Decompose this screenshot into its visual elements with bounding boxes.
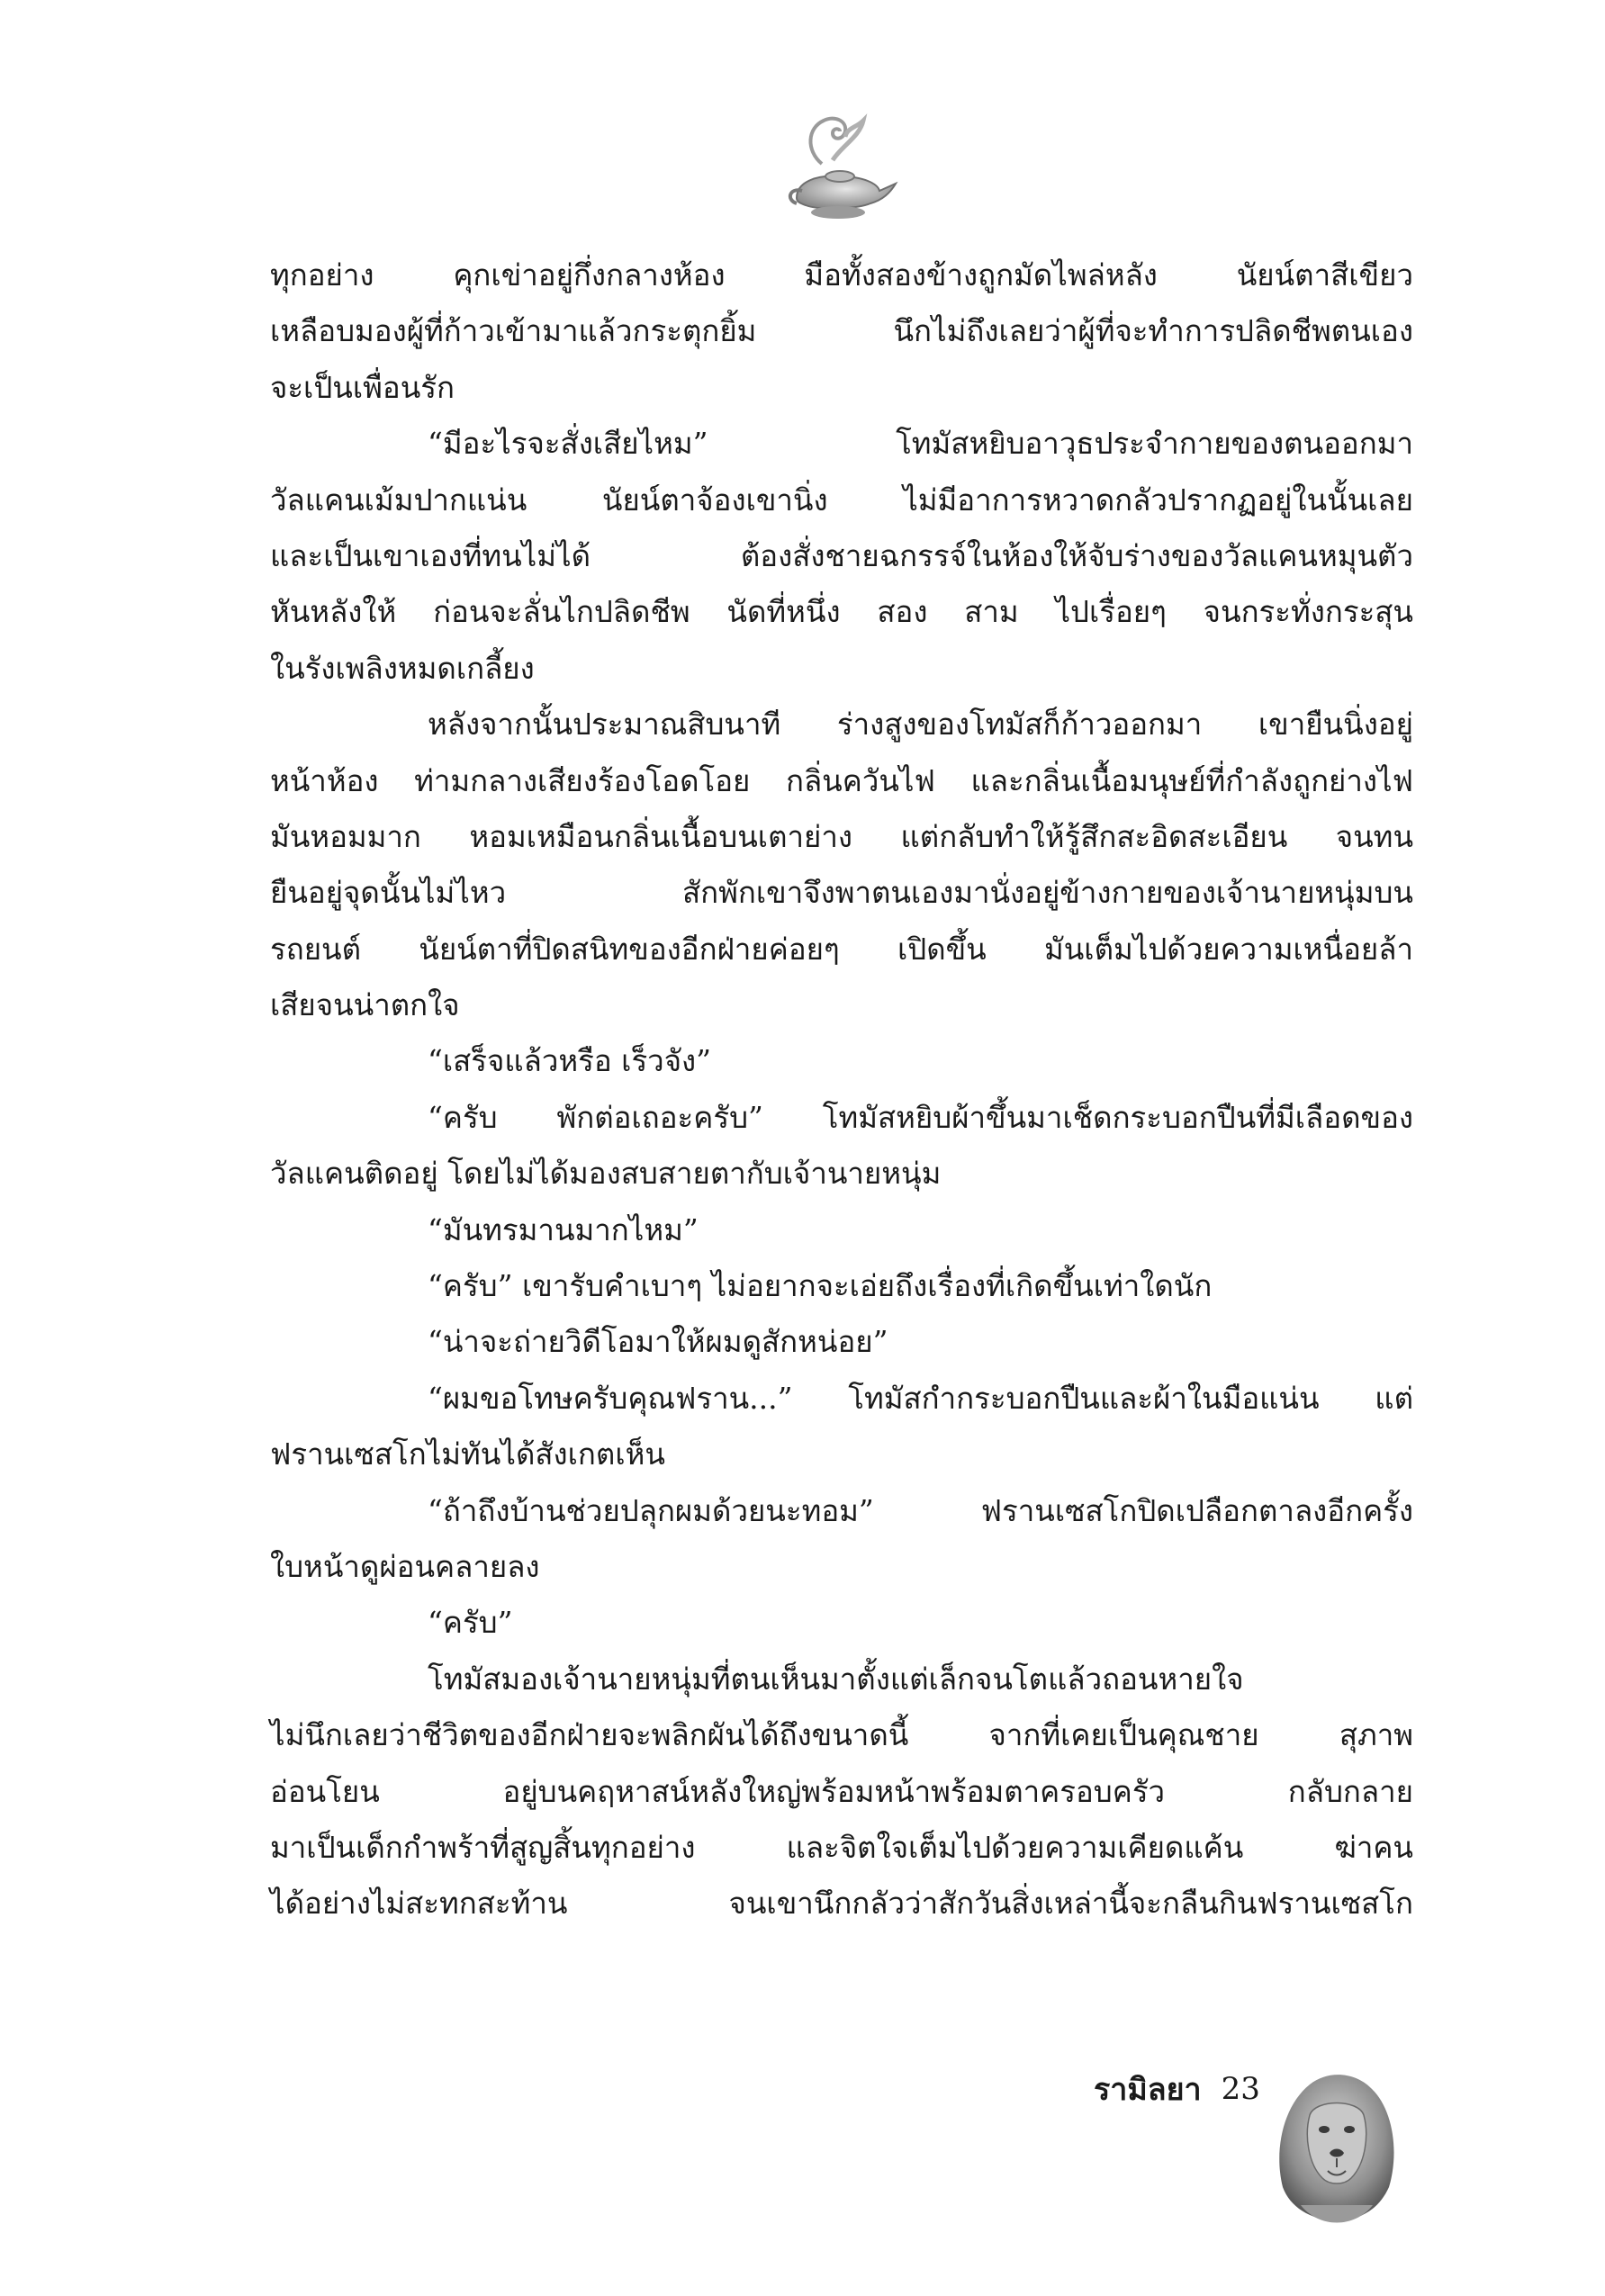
text-line: มาเป็นเด็กกำพร้าที่สูญสิ้นทุกอย่าง และจิตใจเต็มไปด้วยความเคียดแค้น ฆ่าคน	[270, 1829, 1413, 1865]
text-line: วัลแคนเม้มปากแน่น นัยน์ตาจ้องเขานิ่ง ไม่มีอาการหวาดกลัวปรากฏอยู่ในนั้นเลย	[270, 482, 1413, 518]
text-line: มันหอมมาก หอมเหมือนกลิ่นเนื้อบนเตาย่าง แต่กลับทำให้รู้สึกสะอิดสะเอียน จนทน	[270, 818, 1413, 854]
text-line: โทมัสมองเจ้านายหนุ่มที่ตนเห็นมาตั้งแต่เล็กจนโตแล้วถอนหายใจ	[428, 1661, 1244, 1697]
text-line: อ่อนโยน อยู่บนคฤหาสน์หลังใหญ่พร้อมหน้าพร้อมตาครอบครัว กลับกลาย	[270, 1773, 1413, 1809]
text-line: “ถ้าถึงบ้านช่วยปลุกผมด้วยนะทอม” ฟรานเซสโกปิดเปลือกตาลงอีกครั้ง	[428, 1492, 1413, 1528]
text-line: ฟรานเซสโกไม่ทันได้สังเกตเห็น	[270, 1436, 665, 1472]
text-line: “ครับ”	[428, 1605, 513, 1641]
text-line: เหลือบมองผู้ที่ก้าวเข้ามาแล้วกระตุกยิ้ม นึกไม่ถึงเลยว่าผู้ที่จะทำการปลิดชีพตนเอง	[270, 313, 1413, 349]
text-line: ใบหน้าดูผ่อนคลายลง	[270, 1548, 540, 1584]
text-line: ทุกอย่าง คุกเข่าอยู่กึ่งกลางห้อง มือทั้งสองข้างถูกมัดไพล่หลัง นัยน์ตาสีเขียว	[270, 257, 1413, 293]
footer-author: รามิลยา	[1094, 2072, 1202, 2108]
text-line: “ครับ” เขารับคำเบาๆ ไม่อยากจะเอ่ยถึงเรื่องที่เกิดขึ้นเท่าใดนัก	[428, 1268, 1213, 1304]
text-line: ได้อย่างไม่สะทกสะท้าน จนเขานึกกลัวว่าสักวันสิ่งเหล่านี้จะกลืนกินฟรานเซสโก	[270, 1886, 1413, 1922]
text-line: และเป็นเขาเองที่ทนไม่ได้ ต้องสั่งชายฉกรรจ์ในห้องให้จับร่างของวัลแคนหมุนตัว	[270, 537, 1413, 573]
text-line: หันหลังให้ ก่อนจะลั่นไกปลิดชีพ นัดที่หนึ่ง สอง สาม ไปเรื่อยๆ จนกระทั่งกระสุน	[270, 594, 1413, 630]
genie-lamp-ornament	[770, 101, 905, 236]
text-line: ไม่นึกเลยว่าชีวิตของอีกฝ่ายจะพลิกผันได้ถึงขนาดนี้ จากที่เคยเป็นคุณชาย สุภาพ	[270, 1717, 1413, 1753]
text-line: ในรังเพลิงหมดเกลี้ยง	[270, 650, 535, 686]
text-line: “ครับ พักต่อเถอะครับ” โทมัสหยิบผ้าขึ้นมาเช็ดกระบอกปืนที่มีเลือดของ	[428, 1099, 1413, 1135]
text-line: “มันทรมานมากไหม”	[428, 1211, 699, 1247]
text-line: หลังจากนั้นประมาณสิบนาที ร่างสูงของโทมัสก็ก้าวออกมา เขายืนนิ่งอยู่	[428, 707, 1413, 743]
text-line: “น่าจะถ่ายวิดีโอมาให้ผมดูสักหน่อย”	[428, 1324, 888, 1360]
text-line: “เสร็จแล้วหรือ เร็วจัง”	[428, 1043, 712, 1079]
text-line: ยืนอยู่จุดนั้นไม่ไหว สักพักเขาจึงพาตนเองมานั่งอยู่ข้างกายของเจ้านายหนุ่มบน	[270, 875, 1413, 911]
text-line: รถยนต์ นัยน์ตาที่ปิดสนิทของอีกฝ่ายค่อยๆ เปิดขึ้น มันเต็มไปด้วยความเหนื่อยล้า	[270, 931, 1413, 967]
page-number: 23	[1221, 2071, 1260, 2107]
text-line: “มีอะไรจะสั่งเสียไหม” โทมัสหยิบอาวุธประจำกายของตนออกมา	[428, 426, 1413, 462]
text-line: วัลแคนติดอยู่ โดยไม่ได้มองสบสายตากับเจ้านายหนุ่ม	[270, 1156, 942, 1192]
text-line: “ผมขอโทษครับคุณฟราน...” โทมัสกำกระบอกปืนและผ้าในมือแน่น แต่	[428, 1380, 1413, 1416]
text-line: จะเป็นเพื่อนรัก	[270, 369, 455, 405]
text-line: หน้าห้อง ท่ามกลางเสียงร้องโอดโอย กลิ่นควันไฟ และกลิ่นเนื้อมนุษย์ที่กำลังถูกย่างไฟ	[270, 762, 1413, 798]
lion-illustration	[1265, 2052, 1409, 2232]
page-footer	[1094, 2066, 1260, 2111]
text-line: เสียจนน่าตกใจ	[270, 987, 460, 1023]
body-text	[270, 248, 1413, 1932]
